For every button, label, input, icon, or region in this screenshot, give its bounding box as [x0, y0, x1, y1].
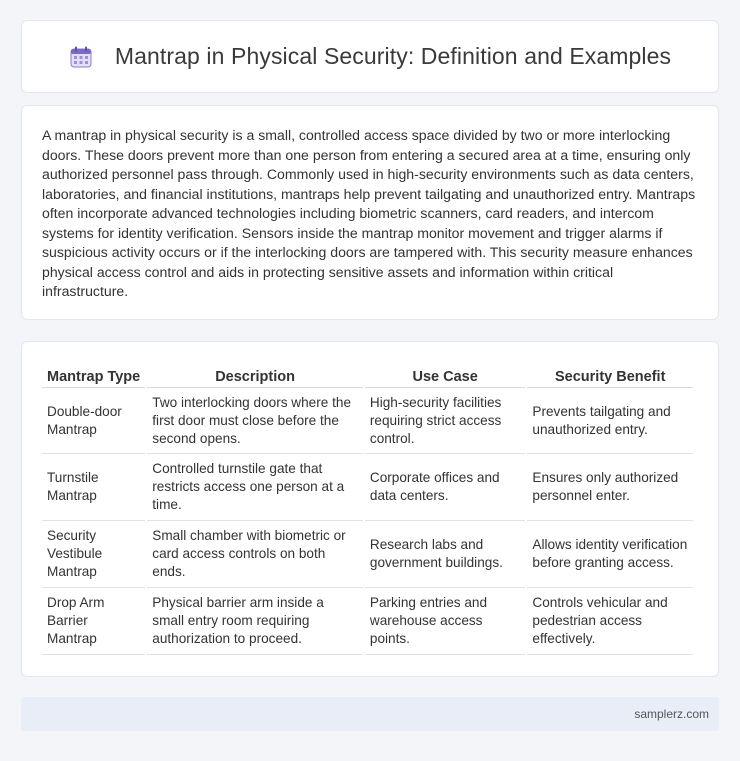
cell-security-benefit: Allows identity verification before granting access. — [527, 521, 693, 588]
cell-type: Turnstile Mantrap — [42, 454, 145, 521]
cell-description: Two interlocking doors where the first door must close before the second opens. — [147, 388, 363, 454]
table-header-row — [42, 362, 693, 388]
title-wrap — [69, 43, 671, 70]
cell-description: Controlled turnstile gate that restricts access one person at a time. — [147, 454, 363, 521]
calendar-icon — [69, 45, 93, 69]
cell-type: Drop Arm Barrier Mantrap — [42, 588, 145, 655]
cell-use-case: High-security facilities requiring strict access control. — [365, 388, 526, 454]
column-header-description: Description — [147, 362, 363, 388]
table-row — [42, 388, 693, 454]
cell-type: Double-door Mantrap — [42, 388, 145, 454]
intro-paragraph: A mantrap in physical security is a small, controlled access space divided by two or more interlocking doors. These doors prevent more than one person from entering a secured area at a time, ensuring only authorized personnel pass through. Commonly used in high-security environments such as data centers, laboratories, and financial institutions, mantraps help prevent tailgating and unauthorized entry. Mantraps often incorporate advanced technologies including biometric scanners, card readers, and intercom systems for identity verification. Sensors inside the mantrap monitor movement and trigger alarms if suspicious activity occurs or if the interlocking doors are tampered with. This security measure enhances physical access control and aids in protecting sensitive assets and information within critical infrastructure. — [42, 127, 696, 299]
cell-use-case: Research labs and government buildings. — [365, 521, 526, 588]
column-header-type: Mantrap Type — [42, 362, 145, 388]
column-header-security-benefit: Security Benefit — [527, 362, 693, 388]
header-card — [21, 20, 719, 93]
cell-description: Small chamber with biometric or card access controls on both ends. — [147, 521, 363, 588]
cell-type: Security Vestibule Mantrap — [42, 521, 145, 588]
cell-security-benefit: Prevents tailgating and unauthorized entry. — [527, 388, 693, 454]
cell-use-case: Parking entries and warehouse access points. — [365, 588, 526, 655]
table-row — [42, 521, 693, 588]
intro-card — [21, 105, 719, 320]
page-title: Mantrap in Physical Security: Definition and Examples — [114, 43, 672, 69]
table-row — [42, 454, 693, 521]
table-row — [42, 588, 693, 655]
cell-description: Physical barrier arm inside a small entry room requiring authorization to proceed. — [147, 588, 363, 655]
table-card — [21, 341, 719, 677]
cell-security-benefit: Controls vehicular and pedestrian access effectively. — [527, 588, 693, 655]
footer-bar — [21, 697, 719, 731]
footer-site-link[interactable]: samplerz.com — [634, 707, 709, 721]
cell-use-case: Corporate offices and data centers. — [365, 454, 526, 521]
cell-security-benefit: Ensures only authorized personnel enter. — [527, 454, 693, 521]
mantrap-table — [40, 362, 695, 655]
column-header-use-case: Use Case — [365, 362, 526, 388]
